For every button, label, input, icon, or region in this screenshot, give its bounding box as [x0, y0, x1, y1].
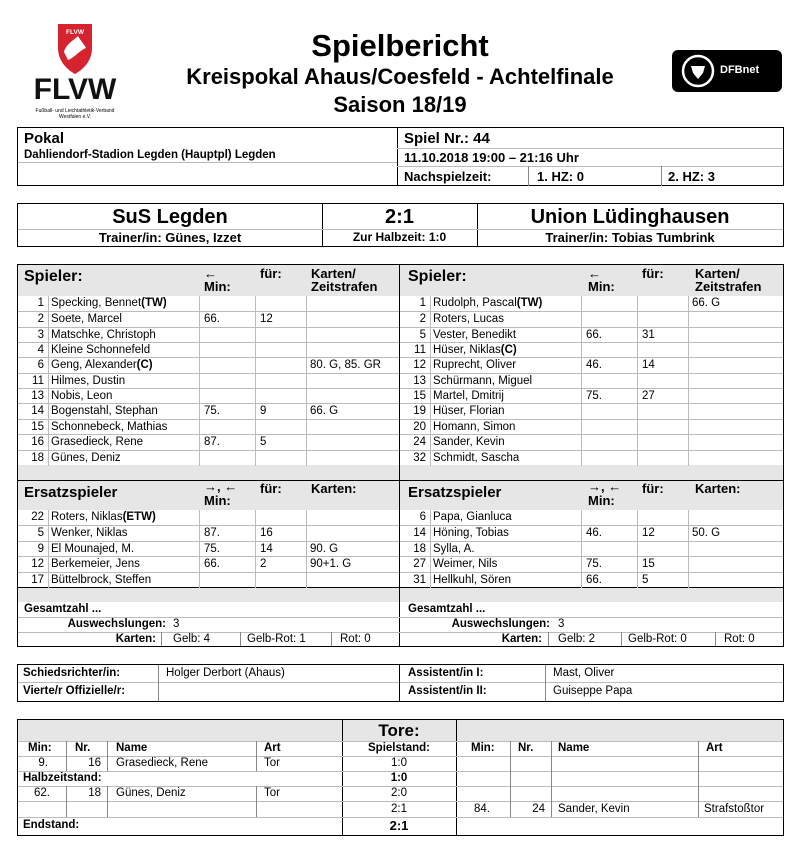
- player-row: [18, 541, 399, 556]
- player-row: [400, 403, 783, 418]
- home-cards-total-label: Karten:: [115, 633, 156, 645]
- player-name: Schürmann, Miguel: [433, 374, 533, 387]
- home-timepen-label: Zeitstrafen: [311, 279, 378, 294]
- final-result: 2:1: [389, 818, 409, 833]
- player-number: 2: [419, 313, 426, 326]
- final-label: Endstand:: [23, 819, 80, 831]
- player-name: Martel, Dmitrij: [433, 390, 504, 403]
- goals-title: Tore:: [378, 721, 420, 740]
- player-for: 5: [260, 436, 267, 449]
- player-name: [433, 343, 517, 358]
- player-name: Grasedieck, Rene: [51, 436, 144, 449]
- player-name: Wenker, Niklas: [51, 527, 128, 540]
- player-name: Papa, Gianluca: [433, 511, 512, 523]
- goals-box: [17, 719, 784, 836]
- away-min-label: Min:: [588, 279, 615, 294]
- player-name: Schonnebeck, Mathias: [51, 420, 168, 433]
- player-for: 2: [260, 558, 267, 571]
- player-row: [400, 296, 783, 311]
- player-minute: 75.: [204, 405, 220, 418]
- second-half-extra: 2. HZ: 3: [668, 169, 715, 184]
- away-subs-count: 3: [558, 618, 565, 630]
- player-number: 15: [31, 420, 44, 433]
- player-for: 9: [260, 405, 267, 418]
- goal1-name: Grasedieck, Rene: [116, 757, 209, 769]
- player-name-text: Specking, Bennet: [51, 297, 142, 309]
- player-row: [400, 373, 783, 388]
- home-team: SuS Legden: [112, 206, 228, 228]
- player-for: 16: [260, 527, 273, 540]
- player-row: [400, 357, 783, 372]
- player-name: [433, 296, 542, 311]
- player-row: [18, 572, 399, 587]
- away-timepen-label: Zeitstrafen: [695, 279, 762, 294]
- away-subs-count-label: Auswechslungen:: [451, 618, 550, 630]
- player-for: 12: [642, 527, 655, 540]
- final-score: 2:1: [385, 206, 414, 228]
- player-minute: 75.: [204, 542, 220, 555]
- player-row: [18, 388, 399, 403]
- dfbnet-logo: [672, 50, 782, 92]
- player-role: (TW): [516, 297, 543, 309]
- player-for: 14: [260, 542, 273, 555]
- player-for: 5: [642, 573, 649, 586]
- player-row: [18, 434, 399, 449]
- player-row: [18, 327, 399, 342]
- svg-text:FLVW: FLVW: [66, 29, 84, 36]
- player-row: [400, 342, 783, 357]
- goal3-minute: 84.: [474, 803, 490, 815]
- player-minute: 87.: [204, 527, 220, 540]
- player-cards: 50. G: [692, 527, 721, 540]
- home-min-arrow: ←: [204, 266, 217, 281]
- player-minute: 75.: [586, 558, 602, 571]
- player-name: Bogenstahl, Stephan: [51, 405, 158, 418]
- goal1-score: 1:0: [391, 757, 407, 769]
- player-name: Homann, Simon: [433, 420, 516, 433]
- player-name: [51, 510, 156, 525]
- officials-box: [17, 664, 784, 702]
- player-name: Nobis, Leon: [51, 390, 113, 403]
- player-name-text: Rudolph, Pascal: [433, 297, 517, 309]
- home-players-header: Spieler:: [24, 268, 83, 285]
- player-cards: 66. G: [310, 405, 339, 418]
- goals-away-nr-header: Nr.: [518, 742, 534, 754]
- player-name: Büttelbrock, Steffen: [51, 573, 152, 586]
- player-row: [400, 556, 783, 571]
- player-row: [18, 525, 399, 540]
- player-name: Hellkuhl, Sören: [433, 573, 511, 586]
- player-number: 18: [413, 542, 426, 555]
- away-coach: Trainer/in: Tobias Tumbrink: [545, 230, 715, 245]
- home-for-label: für:: [260, 266, 282, 281]
- goal1-number: 16: [88, 757, 101, 769]
- player-row: [400, 388, 783, 403]
- home-cards-label: Karten/: [311, 266, 356, 281]
- player-for: 31: [642, 328, 655, 341]
- match-info-box: [17, 127, 784, 186]
- flvw-logo-subtitle: Fußball- und Leichtathletik-Verband: [35, 108, 115, 114]
- home-subs-count-label: Auswechslungen:: [67, 618, 166, 630]
- goal3-number: 24: [532, 803, 545, 815]
- player-name-text: Roters, Niklas: [51, 511, 123, 523]
- player-row: [400, 541, 783, 556]
- player-role: (C): [500, 344, 517, 357]
- player-number: 5: [419, 328, 426, 341]
- player-name: Höning, Tobias: [433, 527, 509, 540]
- season-title: Saison 18/19: [333, 92, 467, 117]
- player-cards: 66. G: [692, 297, 721, 309]
- player-for: 27: [642, 390, 655, 403]
- player-cards: 90+1. G: [310, 558, 352, 571]
- player-cards: 80. G, 85. GR: [310, 359, 381, 372]
- match-datetime: 11.10.2018 19:00 – 21:16 Uhr: [404, 150, 579, 165]
- flvw-logo: [20, 18, 130, 126]
- goals-home-art-header: Art: [264, 742, 281, 754]
- player-minute: 46.: [586, 527, 602, 540]
- home-subs-cards: Karten:: [311, 481, 357, 496]
- player-row: [18, 403, 399, 418]
- goals-away-min-header: Min:: [471, 742, 495, 754]
- player-name: Weimer, Nils: [433, 558, 498, 571]
- goals-home-name-header: Name: [116, 742, 148, 754]
- referee-name: Holger Derbort (Ahaus): [166, 667, 285, 679]
- player-number: 13: [31, 390, 44, 403]
- player-minute: 66.: [586, 573, 602, 586]
- player-number: 5: [37, 527, 44, 540]
- player-row: [18, 357, 399, 372]
- away-subs-header: Ersatzspieler: [408, 484, 502, 501]
- first-half-extra: 1. HZ: 0: [537, 169, 584, 184]
- away-subs-list: [400, 510, 783, 587]
- player-row: [400, 419, 783, 434]
- assistant2-label: Assistent/in II:: [408, 685, 487, 697]
- player-row: [400, 327, 783, 342]
- player-minute: 46.: [586, 359, 602, 372]
- player-name: Kleine Schonnefeld: [51, 344, 151, 357]
- away-total-label: Gesamtzahl ...: [408, 603, 486, 615]
- player-minute: 87.: [204, 436, 220, 449]
- goal3-type: Strafstoßtor: [704, 803, 765, 815]
- player-name-text: Hüser, Niklas: [433, 344, 501, 357]
- player-number: 14: [413, 527, 426, 540]
- lineup-box: [17, 264, 784, 647]
- halftime-result: 1:0: [390, 772, 408, 784]
- player-number: 20: [413, 420, 426, 433]
- player-role: (C): [136, 359, 153, 372]
- venue: Dahliendorf-Stadion Legden (Hauptpl) Legden: [24, 149, 276, 161]
- player-cards: 90. G: [310, 542, 339, 555]
- assistant2-name: Guiseppe Papa: [553, 685, 633, 697]
- halftime-label: Halbzeitstand:: [23, 772, 102, 784]
- player-name: Matschke, Christoph: [51, 328, 156, 341]
- player-number: 18: [31, 451, 44, 464]
- player-number: 14: [31, 405, 44, 418]
- home-yellowred-total: Gelb-Rot: 1: [247, 633, 306, 645]
- away-subs-min: Min:: [588, 493, 615, 508]
- match-number: Spiel Nr.: 44: [404, 130, 490, 147]
- home-total-label: Gesamtzahl ...: [24, 603, 102, 615]
- goals-away-name-header: Name: [558, 742, 590, 754]
- away-yellowred-total: Gelb-Rot: 0: [628, 633, 687, 645]
- away-min-arrow: ←: [588, 266, 601, 281]
- referee-label: Schiedsrichter/in:: [23, 667, 121, 679]
- player-name: Hilmes, Dustin: [51, 374, 126, 387]
- player-name: Roters, Lucas: [433, 313, 504, 326]
- player-row: [400, 572, 783, 587]
- player-name: [51, 296, 167, 311]
- player-number: 4: [37, 344, 44, 357]
- player-number: 19: [413, 405, 426, 418]
- player-number: 6: [37, 359, 44, 372]
- goals-away-art-header: Art: [706, 742, 723, 754]
- away-team: Union Lüdinghausen: [530, 206, 730, 228]
- player-row: [400, 450, 783, 465]
- competition-type: Pokal: [24, 130, 65, 147]
- player-number: 31: [413, 573, 426, 586]
- player-number: 17: [31, 573, 44, 586]
- home-subs-min: Min:: [204, 493, 231, 508]
- away-subs-arrows: →, ←: [588, 479, 622, 494]
- player-row: [18, 510, 399, 525]
- player-number: 22: [31, 511, 44, 523]
- player-name: Berkemeier, Jens: [51, 558, 140, 571]
- player-row: [18, 342, 399, 357]
- flvw-logo-subtitle2: Westfalen e.V.: [59, 114, 91, 120]
- player-minute: 66.: [586, 328, 602, 341]
- player-minute: 66.: [204, 313, 220, 326]
- player-number: 16: [31, 436, 44, 449]
- goal3-score: 2:1: [391, 803, 407, 815]
- away-subs-for: für:: [642, 481, 664, 496]
- home-min-label: Min:: [204, 279, 231, 294]
- player-number: 24: [413, 436, 426, 449]
- home-yellow-total: Gelb: 4: [173, 633, 211, 645]
- goal3-name: Sander, Kevin: [558, 803, 630, 815]
- home-coach: Trainer/in: Günes, Izzet: [98, 230, 242, 245]
- player-minute: 66.: [204, 558, 220, 571]
- player-for: 14: [642, 359, 655, 372]
- extra-time-label: Nachspielzeit:: [404, 169, 492, 184]
- player-row: [400, 525, 783, 540]
- player-name: Sylla, A.: [433, 542, 475, 555]
- goal1-type: Tor: [264, 757, 280, 769]
- player-row: [18, 450, 399, 465]
- player-name: Günes, Deniz: [51, 451, 121, 464]
- goal2-score: 2:0: [391, 787, 407, 799]
- fourth-official-label: Vierte/r Offizielle/r:: [23, 685, 126, 697]
- player-row: [18, 311, 399, 326]
- player-number: 2: [37, 313, 44, 326]
- goal2-type: Tor: [264, 787, 280, 799]
- away-cards-label: Karten/: [695, 266, 740, 281]
- player-name: [51, 358, 153, 373]
- player-name: Sander, Kevin: [433, 436, 505, 449]
- score-box: [17, 203, 784, 247]
- player-row: [18, 419, 399, 434]
- away-yellow-total: Gelb: 2: [558, 633, 596, 645]
- goal2-minute: 62.: [34, 787, 50, 799]
- player-row: [18, 373, 399, 388]
- player-number: 6: [419, 511, 426, 523]
- player-for: 15: [642, 558, 655, 571]
- player-number: 12: [31, 558, 44, 571]
- away-red-total: Rot: 0: [724, 633, 755, 645]
- away-cards-total-label: Karten:: [501, 633, 542, 645]
- dfbnet-logo-text: DFBnet: [720, 64, 760, 76]
- player-name: El Mounajed, M.: [51, 542, 135, 555]
- goals-score-header: Spielstand:: [368, 742, 430, 754]
- player-number: 3: [37, 328, 44, 341]
- player-row: [400, 434, 783, 449]
- home-red-total: Rot: 0: [340, 633, 371, 645]
- player-minute: 75.: [586, 390, 602, 403]
- player-number: 1: [37, 297, 44, 309]
- player-name: Soete, Marcel: [51, 313, 122, 326]
- home-subs-header: Ersatzspieler: [24, 484, 118, 501]
- home-subs-list: [18, 510, 399, 587]
- player-number: 11: [414, 344, 426, 357]
- goals-home-min-header: Min:: [28, 742, 52, 754]
- assistant1-name: Mast, Oliver: [553, 667, 615, 679]
- goal2-number: 18: [88, 787, 101, 799]
- player-row: [18, 296, 399, 311]
- assistant1-label: Assistent/in I:: [408, 667, 484, 679]
- dfb-eagle-icon: [678, 51, 718, 91]
- page-title: Spielbericht: [311, 28, 489, 63]
- player-name: Hüser, Florian: [433, 405, 505, 418]
- home-players-list: [18, 296, 399, 465]
- player-role: (ETW): [122, 511, 156, 523]
- player-number: 11: [32, 374, 44, 387]
- player-name: Schmidt, Sascha: [433, 451, 520, 464]
- player-row: [400, 311, 783, 326]
- player-number: 15: [413, 390, 426, 403]
- goal2-name: Günes, Deniz: [116, 787, 186, 799]
- player-number: 27: [413, 558, 426, 571]
- home-subs-arrows: →, ←: [204, 479, 238, 494]
- player-number: 32: [413, 451, 426, 464]
- goals-home-nr-header: Nr.: [75, 742, 91, 754]
- player-number: 13: [413, 374, 426, 387]
- competition-title: Kreispokal Ahaus/Coesfeld - Achtelfinale: [186, 64, 614, 89]
- player-role: (TW): [141, 297, 167, 309]
- player-name: Vester, Benedikt: [433, 328, 517, 341]
- goal1-minute: 9.: [38, 757, 48, 769]
- player-number: 9: [37, 542, 44, 555]
- player-name: Ruprecht, Oliver: [433, 359, 517, 372]
- player-number: 12: [413, 359, 426, 372]
- player-number: 1: [419, 297, 426, 309]
- home-subs-count: 3: [173, 618, 180, 630]
- away-players-header: Spieler:: [408, 268, 467, 285]
- player-for: 12: [260, 313, 273, 326]
- away-subs-cards: Karten:: [695, 481, 741, 496]
- player-row: [18, 556, 399, 571]
- home-subs-for: für:: [260, 481, 282, 496]
- flvw-logo-text: FLVW: [33, 73, 117, 106]
- away-players-list: [400, 296, 783, 465]
- player-name-text: Geng, Alexander: [51, 359, 137, 372]
- player-row: [400, 510, 783, 525]
- halftime-score: Zur Halbzeit: 1:0: [352, 230, 447, 244]
- away-for-label: für:: [642, 266, 664, 281]
